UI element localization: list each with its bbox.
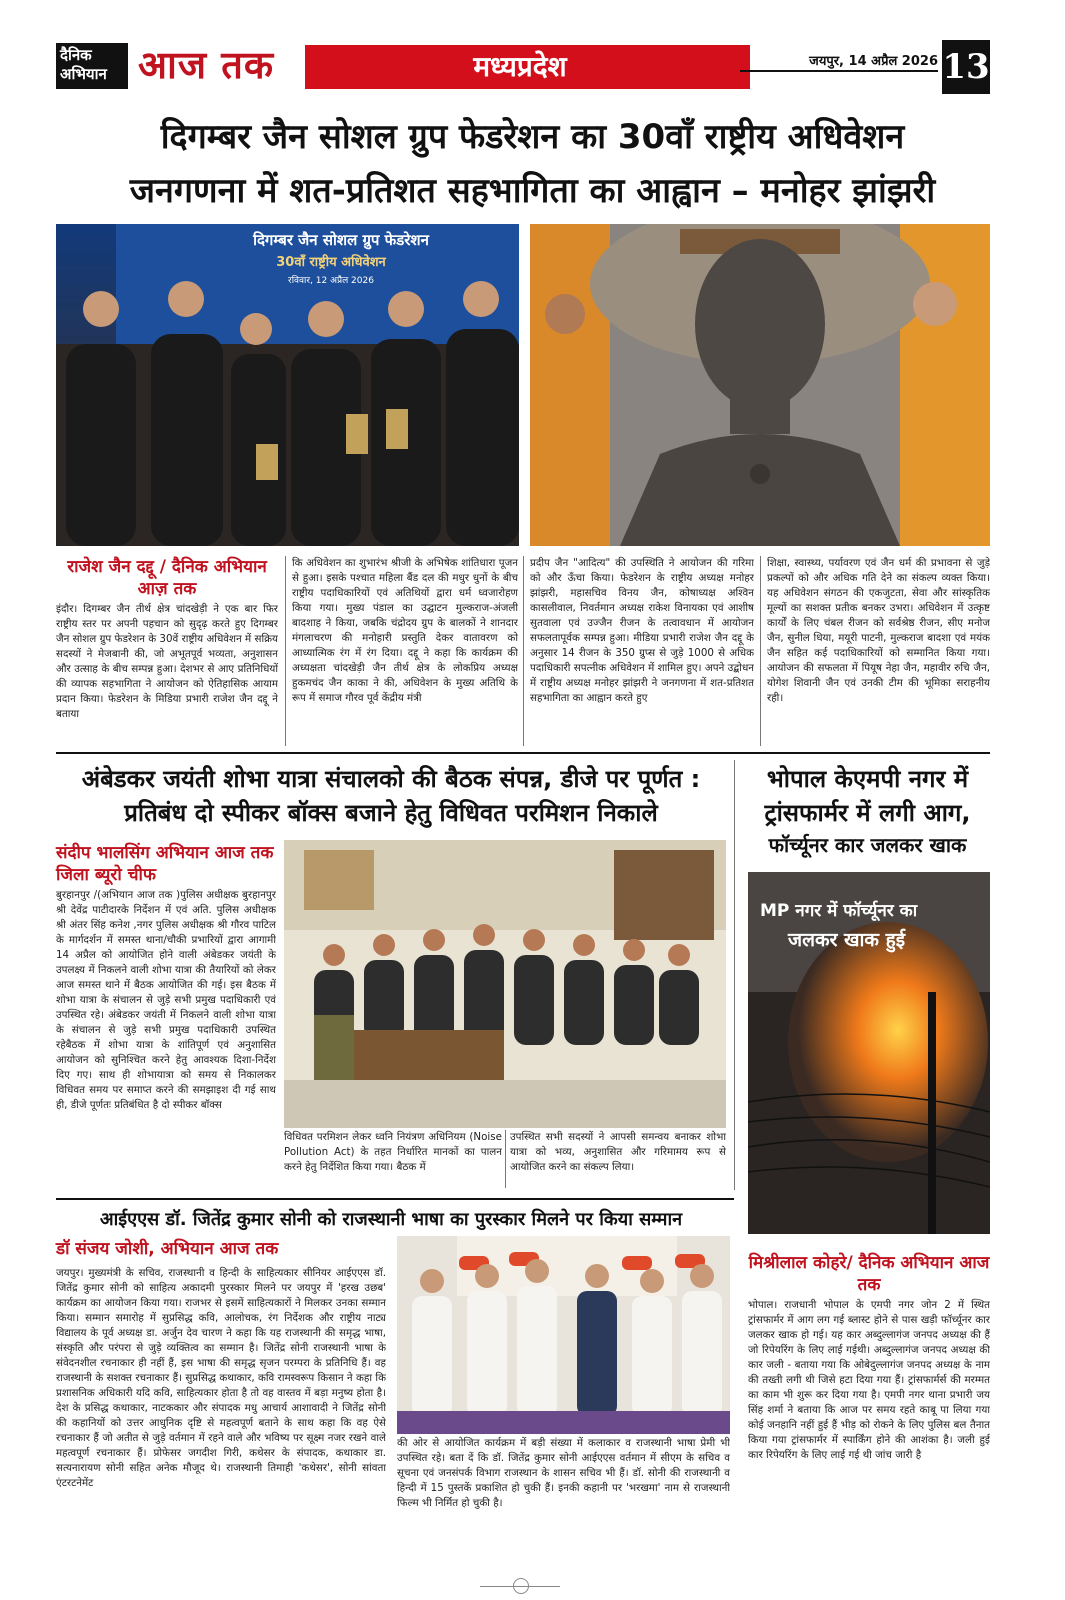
logo-line1: दैनिक bbox=[60, 46, 92, 64]
column-rule bbox=[505, 1130, 506, 1188]
story4-photo-felicitation bbox=[397, 1236, 730, 1434]
page-number: 13 bbox=[942, 40, 990, 94]
newspaper-logo bbox=[56, 43, 128, 89]
story1-column-1: इंदौर। दिगम्बर जैन तीर्थ क्षेत्र चांदखेड़ी ने एक बार फिर राष्ट्रीय स्तर पर अपनी पहचान को सुदृढ़ करते हुए दिगम्बर जैन सोशल ग्रुप फेडरेशन के 30वें राष्ट्रीय अधिवेशन में सक्रिय सदस्यों ने मेजबानी की, जो अभूतपूर्व भव्यता, अनुशासन और उत्साह के बीच सम्पन्न हुआ। देशभर से आए प्रतिनिधियों की व्यापक सहभागिता ने आयोजन को ऐतिहासिक आयाम प्रदान किया। फेडरेशन के मिडिया प्रभारी राजेश जैन दद्दू ने बताया bbox=[56, 603, 278, 720]
edition-date: जयपुर, 14 अप्रैल 2026 bbox=[809, 54, 938, 69]
story3-byline: मिश्रीलाल कोहरे/ दैनिक अभियान आज तक bbox=[748, 1253, 990, 1295]
story1-column-2: कि अधिवेशन का शुभारंभ श्रीजी के अभिषेक शांतिधारा पूजन से हुआ। इसके पश्चात महिला बैंड दल की मधुर धुनों के बीच राष्ट्रीय पदाधिकारियों एवं अतिथियों द्वारा धर्म ध्वजारोहण किया गया। मुख्य पंडाल का उद्घाटन मुल्कराज-अंजली बादशाह ने किया, जबकि चंद्रोदय ग्रुप के बालकों ने शानदार मंगलाचरण की मनोहारी प्रस्तुति देकर वातावरण को आध्यात्मिक रंग में रंग दिया। दद्दू ने कहा कि कार्यक्रम की अध्यक्षता चांदखेड़ी जैन तीर्थ क्षेत्र के लोकप्रिय अध्यक्ष हुकमचंद जैन काका ने की, अधिवेशन के मुख्य अतिथि के रूप में समाज गौरव पूर्व केंद्रीय मंत्री bbox=[292, 557, 518, 704]
story4-column-2: की ओर से आयोजित कार्यक्रम में बड़ी संख्या में कलाकार व राजस्थानी भाषा प्रेमी भी उपस्थित रहे। बता दें कि डॉ. जितेंद्र कुमार सोनी आईएएस वर्तमान में सीएम के सचिव व सूचना एवं जनसंपर्क विभाग राजस्थान के शासन सचिव भी हैं। डॉ. सोनी की राजस्थानी व हिन्दी में 15 पुस्तकें प्रकाशित हो चुकी हैं। इनकी कहानी पर 'भरखमा' नाम से राजस्थानी फिल्म भी निर्मित हो चुकी है। bbox=[397, 1437, 730, 1509]
date-underline bbox=[740, 70, 938, 72]
story1-headline2: जनगणना में शत-प्रतिशत सहभागिता का आह्वान – मनोहर झांझरी bbox=[129, 171, 936, 211]
fire-photo-caption-2: जलकर खाक हुई bbox=[788, 929, 906, 951]
story2-photo-meeting bbox=[284, 840, 726, 1128]
banner-title: दिगम्बर जैन सोशल ग्रुप फेडरेशन bbox=[253, 231, 429, 249]
story3-headline: भोपाल केएमपी नगर में ट्रांसफार्मर में लगी आग, bbox=[764, 765, 971, 827]
story2-byline: संदीप भालसिंग अभियान आज तक जिला ब्यूरो चीफ bbox=[56, 843, 274, 885]
column-rule bbox=[734, 760, 735, 1190]
story4-byline: डॉ संजय जोशी, अभियान आज तक bbox=[56, 1239, 279, 1259]
column-rule bbox=[760, 556, 761, 746]
story4-headline: आईएएस डॉ. जितेंद्र कुमार सोनी को राजस्थानी भाषा का पुरस्कार मिलने पर किया सम्मान bbox=[99, 1209, 683, 1230]
story3-photo-fire bbox=[748, 872, 990, 1234]
story2-column-2: विधिवत परमिशन लेकर ध्वनि नियंत्रण अधिनियम (Noise Pollution Act) के तहत निर्धारित मानकों का पालन करने हेतु निर्देशित किया गया। बैठक में bbox=[284, 1131, 502, 1173]
story1-column-3: प्रदीप जैन "आदित्य" की उपस्थिति ने आयोजन की गरिमा को और ऊँचा किया। फेडरेशन के राष्ट्रीय अध्यक्ष मनोहर झांझरी, महासचिव विनय जैन, कोषाध्यक्ष अश्विन कासलीवाल, निवर्तमान अध्यक्ष राकेश विनायका एवं आशीष सुतवाला एवं उज्जैन रीजन के तत्वावधान में आयोजन सफलतापूर्वक सम्पन्न हुआ। मीडिया प्रभारी राजेश जैन दद्दू के अनुसार 14 रीजन के 350 ग्रुप्स से जुड़े 1000 से अधिक पदाधिकारी सपत्नीक अधिवेशन में शामिल हुए। अपने उद्बोधन में राष्ट्रीय अध्यक्ष मनोहर झांझरी ने जनगणना में शत-प्रतिशत सहभागिता का आह्वान करते हुए bbox=[530, 557, 754, 704]
story2-column-3: उपस्थित सभी सदस्यों ने आपसी समन्वय बनाकर शोभा यात्रा को भव्य, अनुशासित और गरिमामय रूप से आयोजित करने का संकल्प लिया। bbox=[510, 1131, 726, 1173]
logo-line2: अभियान bbox=[60, 65, 107, 83]
story1-photo-award bbox=[56, 224, 519, 546]
section-name: मध्यप्रदेश bbox=[473, 50, 567, 83]
section-divider bbox=[56, 752, 990, 754]
story1-headline1: दिगम्बर जैन सोशल ग्रुप फेडरेशन का 30वाँ राष्ट्रीय अधिवेशन bbox=[160, 117, 905, 157]
story3-body: भोपाल। राजधानी भोपाल के एमपी नगर जोन 2 में स्थित ट्रांसफार्मर में आग लग गई ब्लास्ट होने से पास खड़ी फॉर्च्यूनर कार जलकर खाक हो गई। यह कार अब्दुल्लागंज जनपद अध्यक्ष की हैं जो रिपेयरिंग के लिए लाई गईथी। अब्दुल्लागंज जनपद अध्यक्ष की कार जली - बताया गया कि ओबेदुल्लागंज जनपद अध्यक्ष के नाम की तख्ती लगी थी जिसे हटा दिया गया हैं। ट्रांसफार्मर्स की मरम्मत का काम भी शुरू कर दिया गया है। एमपी नगर थाना प्रभारी जय सिंह शर्मा ने बताया कि आज पर समय रहते काबू पा लिया गया कोई जनहानि नहीं हुई हैं भीड़ को रोकने के लिए पुलिस बल तैनात किया गया ट्रांसफार्मर में स्पार्किंग होने की आशंका है। जली हुई कार रिपेयरिंग के लिए लाई गई थी जांच जारी है bbox=[748, 1299, 990, 1461]
story1-column-4: शिक्षा, स्वास्थ्य, पर्यावरण एवं जैन धर्म की प्रभावना से जुड़े प्रकल्पों को और अधिक गति देने का संकल्प व्यक्त किया। यह अधिवेशन संगठन की एकजुटता, सेवा और सांस्कृतिक मूल्यों का सशक्त प्रतीक बनकर उभरा। अधिवेशन में उत्कृष्ट कार्यों के लिए चंबल रीजन को सर्वश्रेष्ठ रीजन, सीए मनोज जैन, सुनील धिया, मयूरी पाटनी, मुल्कराज बादशा एवं मयंक जैन सहित कई पदाधिकारियों को सम्मानित किया गया। आयोजन की सफलता में पियूष नेहा जैन, महावीर रुचि जैन, योगेश शिवानी जैन एवं उनकी टीम की भूमिका सराहनीय रही। bbox=[767, 557, 990, 704]
story2-headline: अंबेडकर जयंती शोभा यात्रा संचालको की बैठक संपन्न, डीजे पर पूर्णत : प्रतिबंध दो स्पीकर बॉक्स बजाने हेतु विधिवत परमिशन निकाले bbox=[81, 765, 701, 827]
registration-mark-icon bbox=[513, 1578, 529, 1594]
banner-subtitle: 30वाँ राष्ट्रीय अधिवेशन bbox=[276, 255, 386, 270]
column-rule bbox=[285, 556, 286, 746]
story4-column-1: जयपुर। मुख्यमंत्री के सचिव, राजस्थानी व हिन्दी के साहित्यकार सीनियर आईएएस डॉ. जितेंद्र कुमार सोनी को साहित्य अकादमी पुरस्कार मिलने पर जयपुर में 'हरख उछब' कार्यक्रम का आयोजन किया गया। राजभर से इसमें साहित्यकारों ने मिलकर उनका सम्मान किया। सम्मान समारोह में सुप्रसिद्ध कवि, आलोचक, रंग निर्देशक और राष्ट्रीय नाट्य विद्यालय के पूर्व अध्यक्ष डा. अर्जुन देव चारण ने कहा कि यह राजस्थानी की समृद्ध भाषा, संस्कृति और परंपरा से जुड़े व्यक्तित्व का सम्मान है। जितेंद्र सोनी राजस्थानी भाषा के संवेदनशील रचनाकार ही नहीं हैं, इस भाषा की समृद्ध सृजन परम्परा के प्रतिनिधि हैं। वह राजस्थानी के सशक्त रचनाकार हैं। सुप्रसिद्ध कथाकार, कवि रामस्वरूप किसान ने कहा कि प्रशासनिक अधिकारी यदि कवि, साहित्यकार होता है तो वह वास्तव में बड़ा मनुष्य होता है। देश के प्रसिद्ध कथाकार, नाटककार और संपादक मधु आचार्य आशावादी ने जितेंद्र सोनी की कहानियों को उत्तर आधुनिक दृष्टि से महत्वपूर्ण बताने के साथ कहा कि वह ऐसे रचनाकार हैं जो अतीत से जुड़े वर्तमान में रहने वाले और भविष्य पर सूक्ष्म नजर रखने वाले महत्वपूर्ण रचनाकार हैं। प्रोफेसर जगदीश गिरी, कथेसर के संपादक, कथाकार डा. सत्यनारायण सोनी सहित अनेक मौजूद थे। राजस्थानी तिमाही 'कथेसर', सोनी सांवता एंटरटनेमेंट bbox=[56, 1267, 386, 1489]
story3-subhead: फॉर्च्यूनर कार जलकर खाक bbox=[768, 833, 967, 857]
brand-name: आज तक bbox=[138, 43, 275, 87]
banner-date: रविवार, 12 अप्रैल 2026 bbox=[288, 276, 374, 286]
story1-photo-idol bbox=[530, 224, 990, 546]
story1-byline: राजेश जैन दद्दू / दैनिक अभियान आज़ तक bbox=[67, 557, 267, 599]
fire-photo-caption-1: MP नगर में फॉर्च्यूनर का bbox=[760, 901, 918, 921]
story2-column-1: बुरहानपुर /(अभियान आज तक )पुलिस अधीक्षक बुरहानपुर श्री देवेंद्र पाटीदारके निर्देशन में एवं अति. पुलिस अधीक्षक श्री अंतर सिंह कनेश ,नगर पुलिस अधीक्षक श्री गौरव पाटिल के मार्गदर्शन में समस्त थाना/चौकी प्रभारियों द्वारा आगामी 14 अप्रैल को आयोजित होने वाली अंबेडकर जयंती के उपलक्ष्य में निकलने वाली शोभा यात्रा की तैयारियों को लेकर आज समस्त थाने में बैठक आयोजित की गई। इस बैठक में शोभा यात्रा के संचालन से जुड़े सभी प्रमुख पदाधिकारी एवं उपस्थित रहे। अंबेडकर जयंती में निकलने वाली शोभा यात्रा के संचालन से जुड़े सभी प्रमुख पदाधिकारी उपस्थित रहेबैठक में शोभा यात्रा के शांतिपूर्ण एवं अनुशासित आयोजन को सुनिश्चित करने हेतु आवश्यक दिशा-निर्देश दिए गए। साथ ही शोभायात्रा को समय से निकालकर विधिवत समय पर समाप्त करने की समझाइश दी गई साथ ही, डीजे पूर्णतः प्रतिबंधित है दो स्पीकर बॉक्स bbox=[56, 889, 276, 1111]
column-rule bbox=[523, 556, 524, 746]
section-divider bbox=[56, 1198, 734, 1200]
